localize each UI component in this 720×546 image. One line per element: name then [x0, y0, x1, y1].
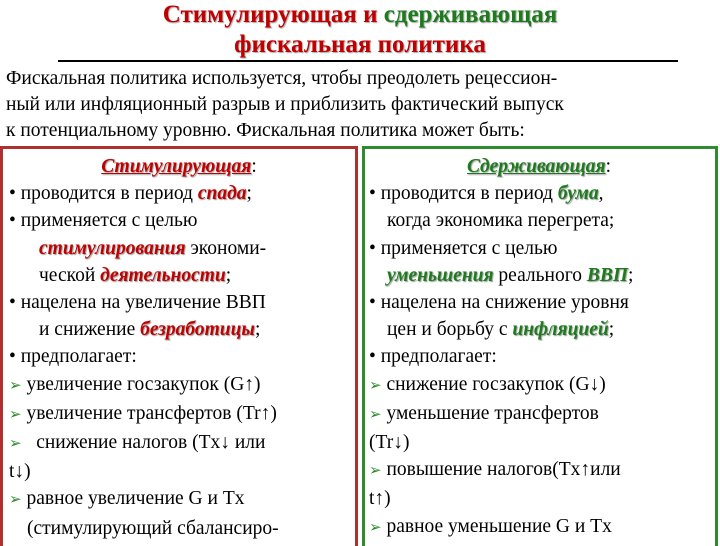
sub-item: ➢ уменьшение трансфертов	[369, 402, 599, 424]
sub-item-cont: (стимулирующий сбалансиро-	[27, 517, 279, 539]
bullet-target-cont: и снижение безработицы;	[39, 319, 261, 341]
title-line-2: фискальная политика	[234, 31, 486, 58]
keyword-recession: спада	[197, 183, 247, 205]
title-word-stimulating: Стимулирующая	[162, 1, 357, 28]
keyword-stimulation: стимулирования	[39, 237, 186, 259]
arrowhead-bullet-icon: ➢	[9, 406, 22, 423]
sub-item-cont: (Tr↓)	[369, 432, 410, 454]
arrowhead-bullet-icon: ➢	[9, 377, 22, 394]
bullet-period: • проводится в период спада;	[9, 183, 252, 205]
bullet-target: • нацелена на снижение уровня	[369, 292, 629, 314]
slide-title	[0, 0, 720, 60]
bullet-purpose-cont: стимулирования экономи-	[39, 237, 267, 259]
arrowhead-bullet-icon: ➢	[9, 492, 22, 509]
intro-line: Фискальная политика используется, чтобы преодолеть рецессион-	[6, 68, 558, 89]
bullet-implies: • предполагает:	[9, 346, 137, 368]
bullet-period-cont: когда экономика перегрета;	[387, 210, 615, 232]
sub-item-cont: t↑)	[369, 488, 391, 510]
sub-item: ➢ увеличение трансфертов (Tr↑)	[9, 402, 277, 424]
intro-paragraph	[6, 66, 714, 144]
intro-line: к потенциальному уровню. Фискальная политика может быть:	[6, 120, 525, 141]
title-word-and: и	[363, 1, 378, 28]
bullet-implies: • предполагает:	[369, 346, 497, 368]
keyword-unemployment: безработицы	[140, 319, 255, 341]
stimulating-heading: Стимулирующая:	[101, 156, 257, 177]
sub-item: ➢ равное увеличение G и Tx	[9, 488, 245, 510]
bullet-purpose-cont: ческой деятельности;	[39, 264, 232, 286]
keyword-gdp: ВВП	[586, 264, 629, 286]
arrowhead-bullet-icon: ➢	[9, 436, 22, 453]
intro-line: ный или инфляционный разрыв и приблизить фактический выпуск	[6, 94, 564, 115]
bullet-target-cont: цен и борьбу с инфляцией;	[387, 319, 615, 341]
keyword-boom: бума	[557, 183, 599, 205]
bullet-purpose: • применяется с целью	[369, 237, 558, 259]
sub-item: ➢ увеличение госзакупок (G↑)	[9, 373, 261, 395]
title-word-restraining: сдерживающая	[383, 1, 558, 28]
arrowhead-bullet-icon: ➢	[369, 519, 382, 536]
restraining-heading: Сдерживающая:	[466, 156, 612, 177]
bullet-purpose: • применяется с целью	[9, 210, 198, 232]
sub-item: ➢ равное уменьшение G и Tx	[369, 515, 612, 537]
keyword-activity: деятельности	[100, 264, 226, 286]
title-underline	[58, 60, 678, 62]
sub-item: ➢ снижение налогов (Tx↓ или	[9, 432, 266, 454]
stimulating-policy-column	[0, 146, 358, 546]
arrowhead-bullet-icon: ➢	[369, 406, 382, 423]
sub-item: ➢ повышение налогов(Tx↑или	[369, 459, 621, 481]
arrowhead-bullet-icon: ➢	[369, 463, 382, 480]
bullet-purpose-cont: уменьшения реального ВВП;	[387, 264, 634, 286]
arrowhead-bullet-icon: ➢	[369, 377, 382, 394]
restraining-policy-column	[362, 146, 718, 546]
keyword-reduction: уменьшения	[387, 264, 494, 286]
title-line-1	[0, 0, 720, 30]
bullet-target: • нацелена на увеличение ВВП	[9, 292, 266, 314]
bullet-period: • проводится в период бума,	[369, 183, 604, 205]
sub-item: ➢ снижение госзакупок (G↓)	[369, 373, 606, 395]
sub-item-cont: t↓)	[9, 461, 31, 483]
keyword-inflation: инфляцией	[512, 319, 609, 341]
